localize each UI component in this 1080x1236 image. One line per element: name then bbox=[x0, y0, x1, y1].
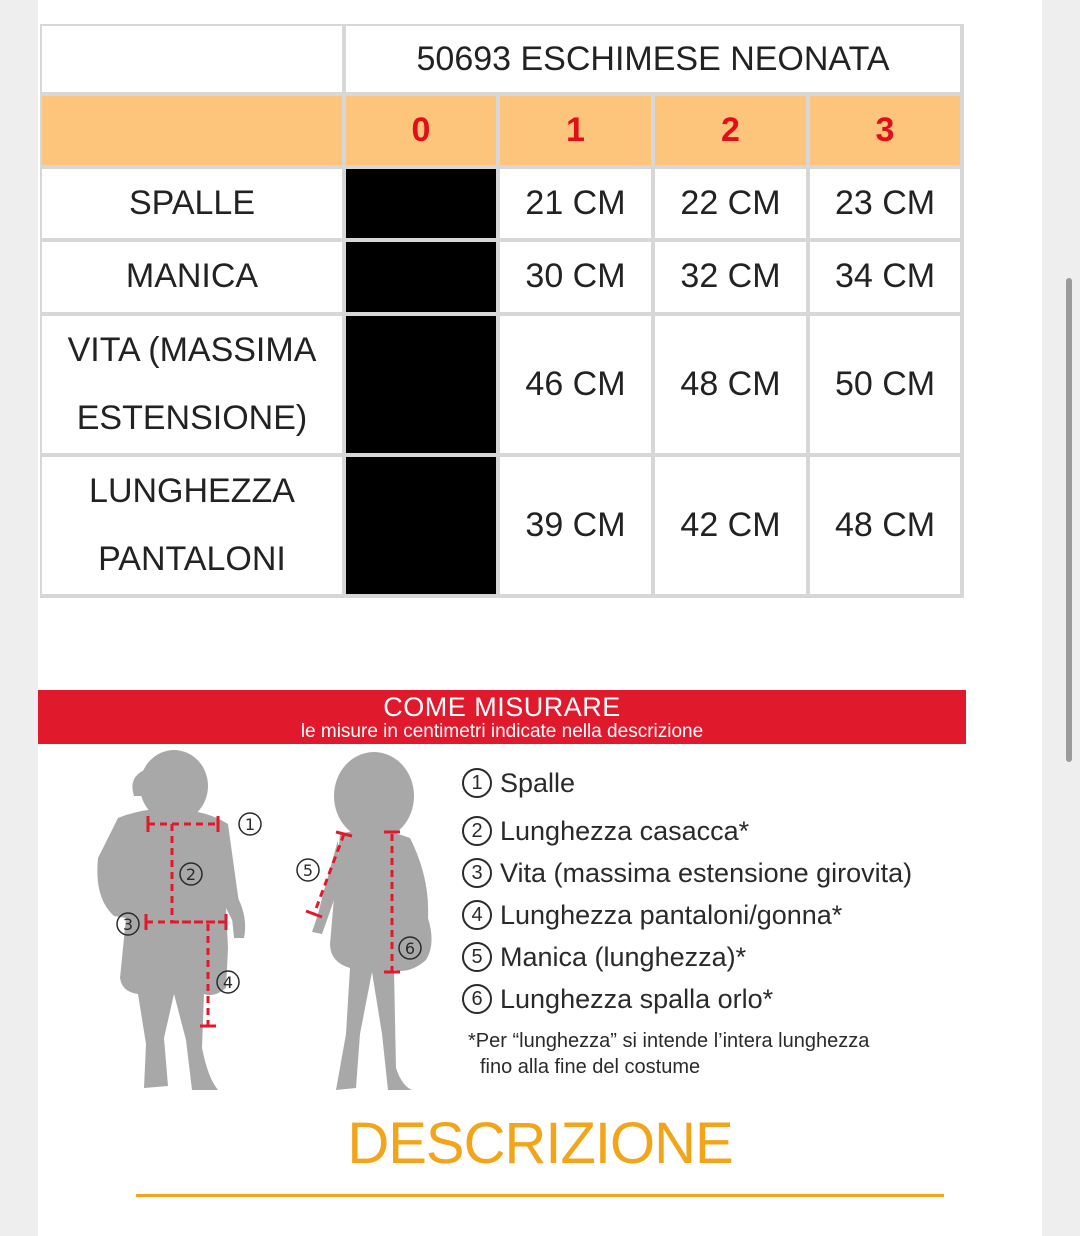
measure-legend bbox=[462, 762, 972, 1080]
unavailable-cell bbox=[346, 457, 500, 598]
value-cell: 50 CM bbox=[810, 316, 964, 457]
value-cell: 23 CM bbox=[810, 169, 964, 242]
value-cell: 21 CM bbox=[500, 169, 655, 242]
value-cell: 30 CM bbox=[500, 242, 655, 315]
legend-number: 5 bbox=[462, 942, 492, 972]
how-to-measure-banner bbox=[38, 690, 966, 744]
how-to-measure-subtitle: le misure in centimetri indicate nella descrizione bbox=[300, 721, 704, 742]
legend-item bbox=[462, 852, 972, 894]
unavailable-cell bbox=[346, 316, 500, 457]
unavailable-cell bbox=[346, 169, 500, 242]
value-cell: 48 CM bbox=[655, 316, 810, 457]
page-scrollbar[interactable] bbox=[1066, 278, 1072, 762]
value-cell: 34 CM bbox=[810, 242, 964, 315]
legend-item bbox=[462, 810, 972, 852]
legend-item bbox=[462, 762, 972, 804]
description-underline bbox=[136, 1194, 944, 1197]
legend-number: 2 bbox=[462, 816, 492, 846]
boy-silhouette-figure bbox=[88, 748, 268, 1098]
header-blank-cell bbox=[40, 96, 346, 169]
row-label-line: VITA (MASSIMA bbox=[67, 331, 317, 370]
size-header-0: 0 bbox=[346, 96, 500, 169]
size-header-2: 2 bbox=[655, 96, 810, 169]
size-table bbox=[40, 24, 964, 598]
legend-label: Vita (massima estensione girovita) bbox=[500, 858, 913, 888]
size-header-1: 1 bbox=[500, 96, 655, 169]
table-row bbox=[40, 169, 964, 242]
row-label-spalle: SPALLE bbox=[40, 169, 346, 242]
legend-label: Manica (lunghezza)* bbox=[500, 942, 747, 972]
figure-marker-4: 4 bbox=[222, 973, 234, 992]
value-cell: 42 CM bbox=[655, 457, 810, 598]
legend-item bbox=[462, 978, 972, 1020]
value-cell: 39 CM bbox=[500, 457, 655, 598]
table-corner-cell bbox=[40, 24, 346, 96]
legend-label: Lunghezza pantaloni/gonna* bbox=[500, 900, 843, 930]
legend-number: 6 bbox=[462, 984, 492, 1014]
table-row bbox=[40, 457, 964, 598]
note-line: *Per “lunghezza” si intende l’intera lunghezza bbox=[468, 1030, 870, 1052]
figure-marker-1: 1 bbox=[244, 815, 256, 834]
table-row bbox=[40, 316, 964, 457]
figure-marker-5: 5 bbox=[302, 861, 314, 880]
legend-number: 3 bbox=[462, 858, 492, 888]
value-cell: 22 CM bbox=[655, 169, 810, 242]
value-cell: 32 CM bbox=[655, 242, 810, 315]
row-label-line: LUNGHEZZA bbox=[89, 472, 295, 511]
description-heading: DESCRIZIONE bbox=[347, 1111, 733, 1176]
unavailable-cell bbox=[346, 242, 500, 315]
row-label-line: PANTALONI bbox=[98, 540, 286, 579]
table-row bbox=[40, 242, 964, 315]
row-label-vita bbox=[40, 316, 346, 457]
legend-label: Spalle bbox=[500, 768, 576, 798]
row-label-line: ESTENSIONE) bbox=[76, 399, 308, 438]
how-to-measure-title: COME MISURARE bbox=[383, 692, 621, 722]
legend-item bbox=[462, 894, 972, 936]
value-cell: 46 CM bbox=[500, 316, 655, 457]
row-label-lunghezza-pantaloni bbox=[40, 457, 346, 598]
legend-number: 1 bbox=[462, 768, 492, 798]
figure-marker-6: 6 bbox=[404, 939, 416, 958]
figure-marker-3: 3 bbox=[122, 915, 134, 934]
how-to-measure-panel bbox=[38, 690, 966, 1090]
legend-item bbox=[462, 936, 972, 978]
measure-note bbox=[462, 1028, 972, 1080]
note-line: fino alla fine del costume bbox=[480, 1056, 701, 1078]
girl-silhouette-figure bbox=[264, 748, 444, 1098]
figure-marker-2: 2 bbox=[185, 865, 197, 884]
legend-number: 4 bbox=[462, 900, 492, 930]
value-cell: 48 CM bbox=[810, 457, 964, 598]
table-title: 50693 ESCHIMESE NEONATA bbox=[346, 24, 964, 96]
size-header-3: 3 bbox=[810, 96, 964, 169]
row-label-manica: MANICA bbox=[40, 242, 346, 315]
legend-label: Lunghezza casacca* bbox=[500, 816, 750, 846]
legend-label: Lunghezza spalla orlo* bbox=[500, 984, 774, 1014]
